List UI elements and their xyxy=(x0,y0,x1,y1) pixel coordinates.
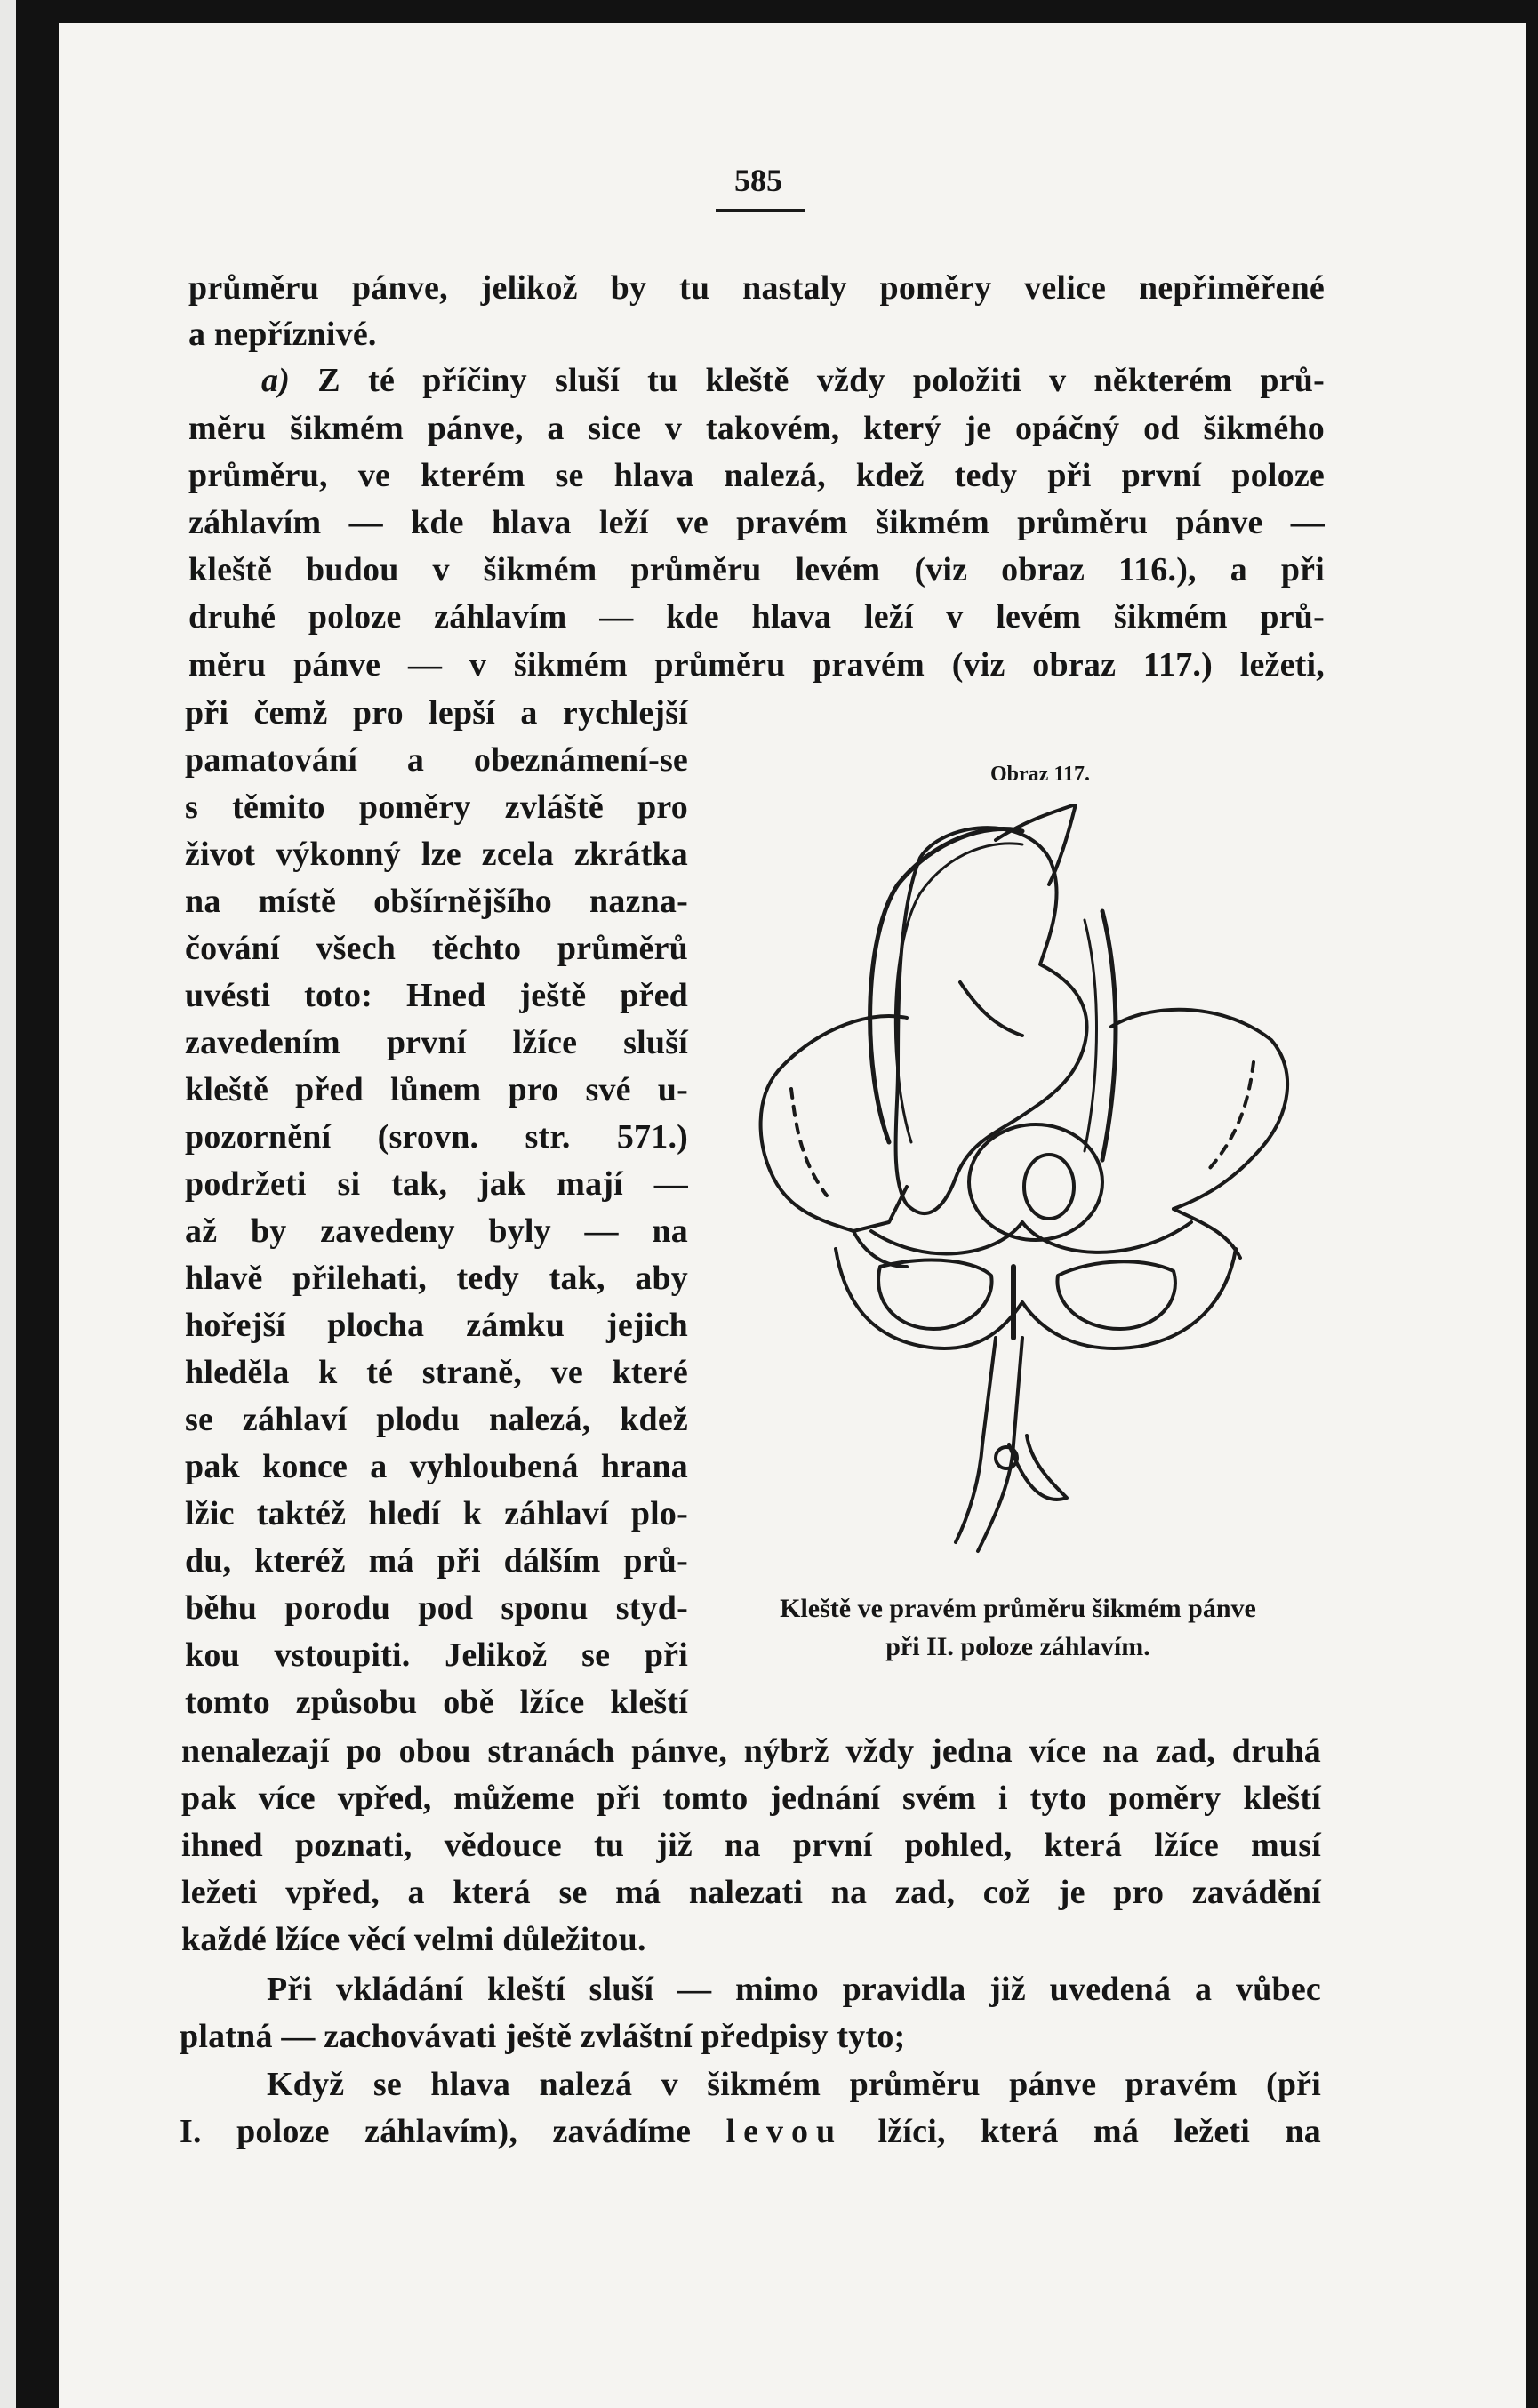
text-line: ihned poznati, vědouce tu již na první pohled, která lžíce musí xyxy=(181,1827,1321,1864)
text-line: a nepříznivé. xyxy=(188,316,377,353)
text-line: až by zavedeny byly — na xyxy=(185,1212,688,1250)
text-line: uvésti toto: Hned ještě před xyxy=(185,977,688,1014)
figure-caption-line-1: Kleště ve pravém průměru šikmém pánve xyxy=(780,1594,1256,1623)
text-line: průměru, ve kterém se hlava nalezá, kdež tedy při první poloze xyxy=(188,457,1325,494)
text-line: ležeti vpřed, a která se má nalezati na zad, což je pro zavádění xyxy=(181,1874,1321,1911)
text-line: na místě obšírnějšího nazna- xyxy=(185,883,688,920)
text-line: platná — zachovávati ještě zvláštní předpisy tyto; xyxy=(180,2018,906,2055)
text-line: kou vstoupiti. Jelikož se při xyxy=(185,1636,688,1674)
text-line: kleště před lůnem pro své u- xyxy=(185,1071,688,1108)
text-line: každé lžíce věcí velmi důležitou. xyxy=(181,1921,646,1958)
text-line: I. poloze záhlavím), zavádíme levou lžíci, která má ležeti na xyxy=(180,2113,1321,2150)
text-line: druhé poloze záhlavím — kde hlava leží v levém šikmém prů- xyxy=(188,598,1325,636)
text-line: měru šikmém pánve, a sice v takovém, který je opáčný od šikmého xyxy=(188,410,1325,447)
text-line: tomto způsobu obě lžíce kleští xyxy=(185,1684,688,1721)
text-line: hleděla k té straně, ve které xyxy=(185,1354,688,1391)
text-line: se záhlaví plodu nalezá, kdež xyxy=(185,1401,688,1438)
text-line: pak více vpřed, můžeme při tomto jednání svém i tyto poměry kleští xyxy=(181,1780,1321,1817)
text-line: kleště budou v šikmém průměru levém (viz obraz 116.), a při xyxy=(188,551,1325,588)
text-line: s těmito poměry zvláště pro xyxy=(185,788,688,826)
text-line: běhu porodu pod sponu styd- xyxy=(185,1589,688,1627)
figure-label: Obraz 117. xyxy=(990,763,1090,786)
text-line: hlavě přilehati, tedy tak, aby xyxy=(185,1260,688,1297)
item-marker: a) xyxy=(261,362,291,399)
text-line: lžic taktéž hledí k záhlaví plo- xyxy=(185,1495,688,1532)
text-line: du, kteréž má při dálším prů- xyxy=(185,1542,688,1580)
pelvis-forceps-illustration xyxy=(729,804,1307,1569)
text-line: měru pánve — v šikmém průměru pravém (viz obraz 117.) ležeti, xyxy=(188,646,1325,684)
figure-caption-line-2: při II. poloze záhlavím. xyxy=(885,1632,1150,1661)
page-number: 585 xyxy=(734,163,782,198)
text-line: čování všech těchto průměrů xyxy=(185,930,688,967)
text-line: Při vkládání kleští sluší — mimo pravidla již uvedená a vůbec xyxy=(267,1971,1321,2008)
text-line: hořejší plocha zámku jejich xyxy=(185,1307,688,1344)
text-line: záhlavím — kde hlava leží ve pravém šikmém průměru pánve — xyxy=(188,504,1325,541)
text-line: pozornění (srovn. str. 571.) xyxy=(185,1118,688,1156)
scan-edge xyxy=(0,0,16,2408)
text-line: život výkonný lze zcela zkrátka xyxy=(185,836,688,873)
spaced-word: levou xyxy=(725,2113,844,2150)
text-line: pak konce a vyhloubená hrana xyxy=(185,1448,688,1485)
text-line: průměru pánve, jelikož by tu nastaly poměry velice nepřiměřené xyxy=(188,269,1325,307)
text-line: Když se hlava nalezá v šikmém průměru pánve pravém (při xyxy=(267,2066,1321,2103)
page-number-rule xyxy=(716,209,805,212)
text-line: a) Z té příčiny sluší tu kleště vždy položiti v některém prů- xyxy=(261,362,1325,399)
text-line: při čemž pro lepší a rychlejší xyxy=(185,694,688,732)
text-line: pamatování a obeznámení-se xyxy=(185,741,688,779)
text-line: nenalezají po obou stranách pánve, nýbrž vždy jedna více na zad, druhá xyxy=(181,1732,1321,1770)
text-line: zavedením první lžíce sluší xyxy=(185,1024,688,1061)
text-line: podržeti si tak, jak mají — xyxy=(185,1165,688,1203)
